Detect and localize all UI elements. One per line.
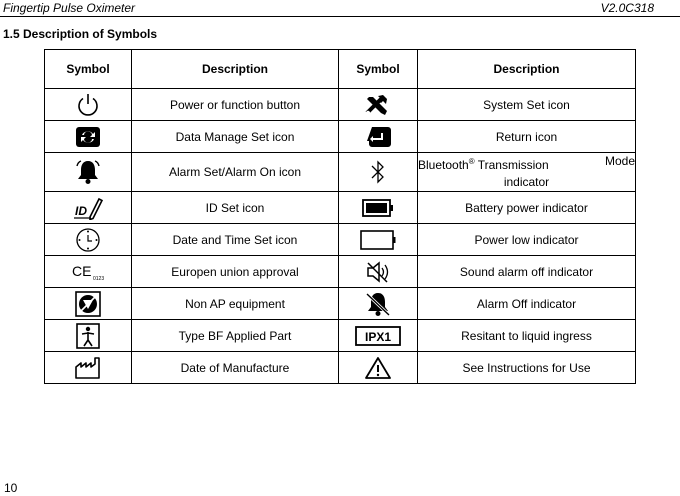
tools-icon — [363, 93, 393, 117]
non-ap-icon — [75, 291, 101, 317]
return-icon — [364, 126, 392, 148]
symbols-table — [44, 49, 636, 384]
symbol-cell — [45, 288, 132, 320]
alarm-bell-icon — [75, 159, 101, 185]
description-cell: Battery power indicator — [418, 192, 636, 224]
table-row — [45, 192, 636, 224]
symbol-cell — [339, 89, 418, 121]
description-cell: Date of Manufacture — [132, 352, 339, 384]
alarm-off-icon — [365, 291, 391, 317]
ce-mark-icon — [71, 262, 105, 282]
table-row — [45, 121, 636, 153]
page-header — [0, 0, 680, 17]
symbol-cell — [339, 224, 418, 256]
manufacture-date-icon — [74, 356, 102, 380]
symbol-cell — [45, 256, 132, 288]
clock-icon — [75, 227, 101, 253]
bluetooth-icon — [368, 159, 388, 185]
bluetooth-label: Bluetooth® Transmission — [418, 157, 549, 172]
description-cell — [418, 153, 636, 192]
power-icon — [75, 92, 101, 118]
column-header-symbol: Symbol — [45, 50, 132, 89]
description-cell: Alarm Set/Alarm On icon — [132, 153, 339, 192]
symbol-cell — [339, 320, 418, 352]
header-title: Fingertip Pulse Oximeter — [3, 1, 136, 15]
table-row — [45, 352, 636, 384]
id-pen-icon — [73, 196, 103, 220]
battery-full-icon — [362, 199, 394, 217]
description-cell: Alarm Off indicator — [418, 288, 636, 320]
symbol-cell — [339, 121, 418, 153]
column-header-description: Description — [132, 50, 339, 89]
section-title: 1.5 Description of Symbols — [3, 27, 158, 41]
warning-icon — [364, 356, 392, 380]
page-number: 10 — [4, 481, 18, 495]
description-cell: Europen union approval — [132, 256, 339, 288]
symbol-cell — [45, 89, 132, 121]
description-cell: Sound alarm off indicator — [418, 256, 636, 288]
symbol-cell — [339, 256, 418, 288]
indicator-label: indicator — [503, 175, 550, 189]
description-cell: System Set icon — [418, 89, 636, 121]
symbol-cell — [339, 352, 418, 384]
battery-low-icon — [360, 230, 396, 250]
description-cell: Power low indicator — [418, 224, 636, 256]
symbol-cell — [339, 288, 418, 320]
column-header-description: Description — [418, 50, 636, 89]
symbol-cell — [45, 224, 132, 256]
description-cell: See Instructions for Use — [418, 352, 636, 384]
symbol-cell — [45, 352, 132, 384]
svg-text:CE: CE — [72, 262, 92, 279]
description-cell: Data Manage Set icon — [132, 121, 339, 153]
svg-text:ID: ID — [75, 203, 87, 218]
ipx1-icon — [355, 326, 401, 346]
description-cell: ID Set icon — [132, 192, 339, 224]
header-version: V2.0C318 — [600, 1, 654, 15]
symbol-cell — [45, 320, 132, 352]
description-cell: Resitant to liquid ingress — [418, 320, 636, 352]
table-row — [45, 256, 636, 288]
svg-text:IPX1: IPX1 — [364, 329, 392, 344]
symbol-cell — [45, 121, 132, 153]
mode-label: Mode — [604, 154, 635, 168]
bluetooth-description-line — [418, 153, 635, 174]
table-row — [45, 89, 636, 121]
description-cell: Power or function button — [132, 89, 339, 121]
symbol-cell — [339, 192, 418, 224]
description-cell: Date and Time Set icon — [132, 224, 339, 256]
symbol-cell — [45, 153, 132, 192]
description-cell: Non AP equipment — [132, 288, 339, 320]
symbol-cell — [45, 192, 132, 224]
svg-text:0123: 0123 — [93, 275, 105, 282]
description-cell: Return icon — [418, 121, 636, 153]
column-header-symbol: Symbol — [339, 50, 418, 89]
type-bf-icon — [76, 323, 100, 349]
table-row — [45, 224, 636, 256]
symbol-cell — [339, 153, 418, 192]
table-header-row — [45, 50, 636, 89]
table-row — [45, 153, 636, 192]
data-manage-icon — [75, 126, 101, 148]
table-row — [45, 288, 636, 320]
table-row — [45, 320, 636, 352]
description-cell: Type BF Applied Part — [132, 320, 339, 352]
sound-off-icon — [365, 260, 391, 284]
